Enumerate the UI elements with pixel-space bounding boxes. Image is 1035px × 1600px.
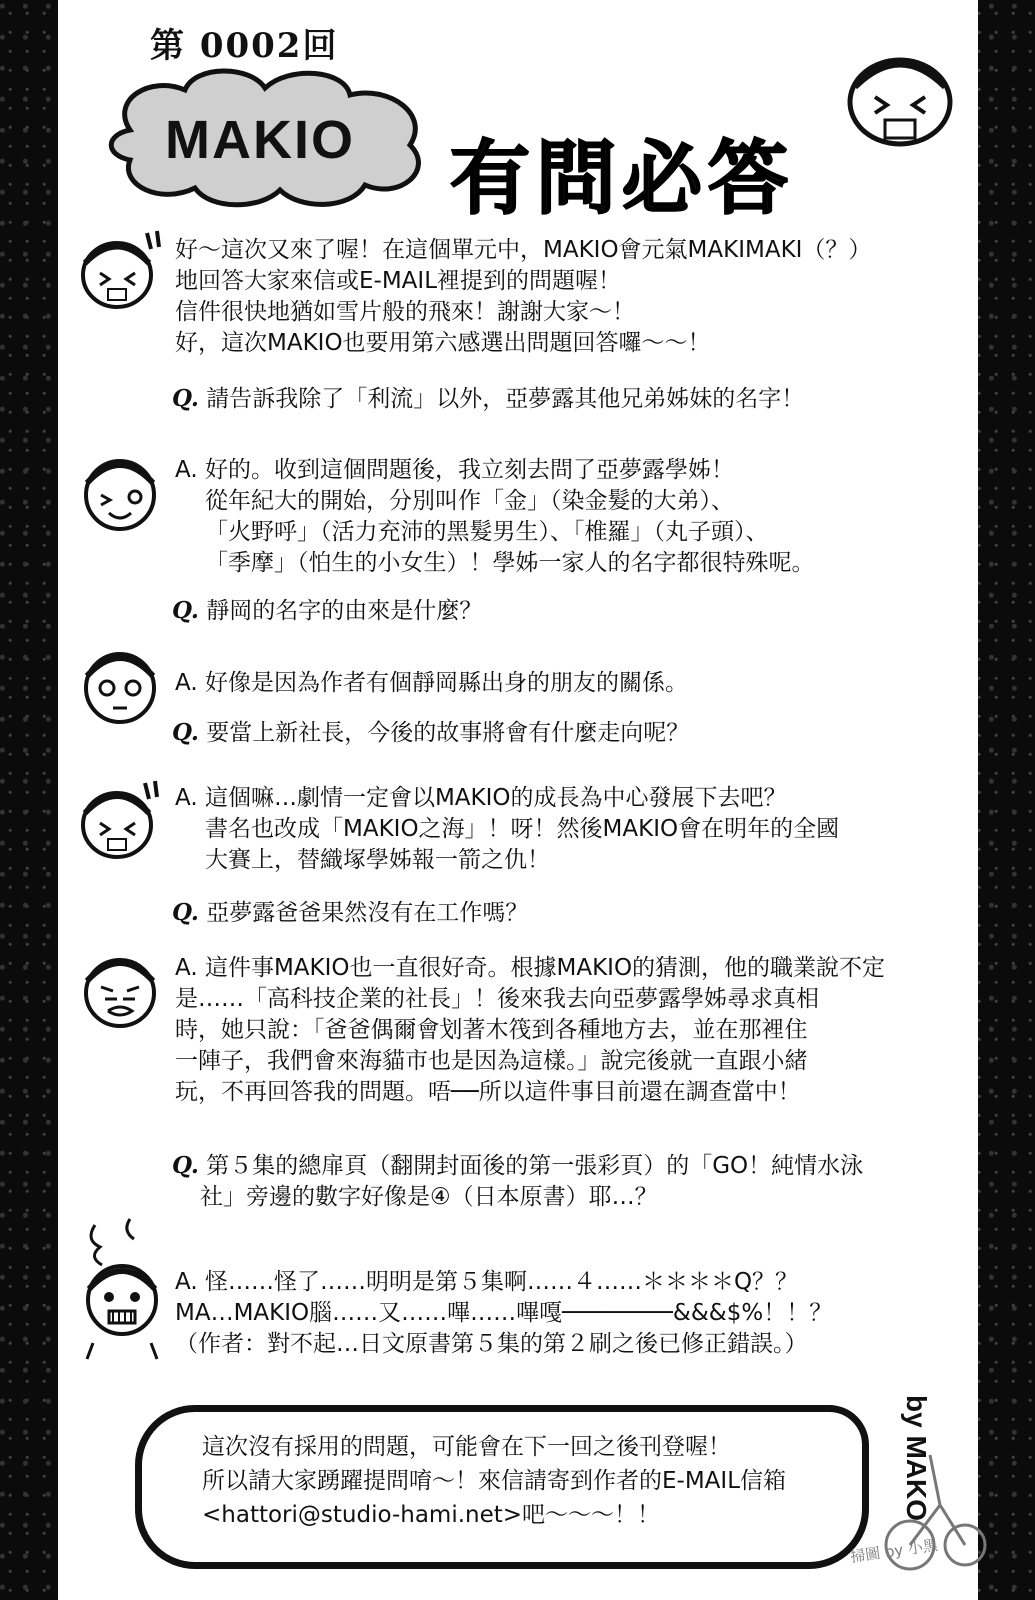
intro-text — [175, 235, 871, 359]
brand-title: MAKIO — [165, 110, 355, 170]
answer-text — [175, 668, 688, 699]
answer-line: 玩，不再回答我的問題。唔──所以這件事目前還在調查當中！ — [175, 1079, 801, 1105]
intro-line: 信件很快地猶如雪片般的飛來！謝謝大家～！ — [175, 299, 635, 325]
question-line: 請告訴我除了「利流」以外，亞夢露其他兄弟姊妹的名字！ — [206, 386, 805, 412]
question-text — [172, 383, 804, 415]
answer-text — [175, 1267, 832, 1360]
question-line: 亞夢露爸爸果然沒有在工作嗎？ — [206, 900, 529, 926]
mascot-excited-icon — [75, 773, 165, 863]
q-mark: Q. — [172, 1152, 199, 1179]
q-mark: Q. — [172, 899, 199, 926]
intro-line: 好～這次又來了喔！在這個單元中，MAKIO會元氣MAKIMAKI（？） — [175, 237, 872, 263]
answer-line: 好像是因為作者有個靜岡縣出身的朋友的關係。 — [204, 670, 688, 696]
header — [70, 14, 970, 225]
question-line: 靜岡的名字的由來是什麼？ — [206, 598, 483, 624]
question-line: 社」旁邊的數字好像是④（日本原書）耶…？ — [200, 1184, 658, 1210]
answer-text — [175, 783, 839, 876]
question-line: 要當上新社長，今後的故事將會有什麼走向呢？ — [206, 720, 690, 746]
answer-line: 書名也改成「MAKIO之海」！呀！然後MAKIO會在明年的全國 — [205, 816, 840, 842]
mascot-top-icon — [830, 42, 970, 152]
answer-line: 是……「高科技企業的社長」！後來我去向亞夢露學姊尋求真相 — [175, 986, 819, 1012]
author-signature: by MAKO — [901, 1395, 932, 1521]
question-text — [172, 595, 482, 627]
mascot-surprised-icon — [75, 640, 165, 730]
answer-line: 怪……怪了……明明是第５集啊……４……＊＊＊＊Q？？ — [204, 1269, 799, 1295]
a-mark: A. — [175, 457, 198, 483]
question-line: 第５集的總扉頁（翻開封面後的第一張彩頁）的「GO！純情水泳 — [206, 1153, 864, 1179]
answer-line: 一陣子，我們會來海貓市也是因為這樣。」說完後就一直跟小緒 — [175, 1048, 808, 1074]
mascot-excited-icon — [75, 225, 165, 315]
scan-watermark: 掃圖 by 小黑 — [849, 1535, 939, 1567]
answer-line: 好的。收到這個問題後，我立刻去問了亞夢露學姊！ — [204, 457, 734, 483]
answer-line: 大賽上，替織塚學姊報一箭之仇！ — [205, 847, 550, 873]
question-text — [172, 717, 689, 749]
answer-line: 「季摩」（怕生的小女生）！學姊一家人的名字都很特殊呢。 — [205, 550, 815, 576]
footer-line: 所以請大家踴躍提問唷～！來信請寄到作者的E-MAIL信箱 — [202, 1468, 787, 1494]
answer-text — [175, 455, 815, 579]
q-mark: Q. — [172, 385, 199, 412]
answer-line: 時，她只說：「爸爸偶爾會划著木筏到各種地方去，並在那裡住 — [175, 1017, 808, 1043]
answer-line: 這個嘛…劇情一定會以MAKIO的成長為中心發展下去吧？ — [204, 785, 787, 811]
a-mark: A. — [175, 955, 198, 981]
mascot-overheating-icon — [75, 1215, 170, 1365]
intro-line: 地回答大家來信或E-MAIL裡提到的問題喔！ — [175, 268, 622, 294]
a-mark: A. — [175, 670, 198, 696]
question-text — [172, 897, 528, 929]
question-text — [172, 1150, 863, 1213]
answer-line: 從年紀大的開始，分別叫作「金」（染金髮的大弟）、 — [205, 488, 734, 514]
answer-line: 這件事MAKIO也一直很好奇。根據MAKIO的猜測，他的職業說不定 — [204, 955, 886, 981]
a-mark: A. — [175, 1269, 198, 1295]
footer-line: 這次沒有採用的問題，可能會在下一回之後刊登喔！ — [202, 1434, 731, 1460]
answer-line: 「火野呼」（活力充沛的黑髮男生）、「椎羅」（丸子頭）、 — [205, 519, 769, 545]
q-mark: Q. — [172, 597, 199, 624]
footer-text — [202, 1430, 786, 1532]
mascot-worried-icon — [75, 943, 165, 1033]
footer-email-line: <hattori@studio-hami.net>吧～～～！！ — [202, 1502, 661, 1528]
q-mark: Q. — [172, 719, 199, 746]
issue-number: 第 0002回 — [150, 26, 339, 66]
intro-line: 好，這次MAKIO也要用第六感選出問題回答囉～～！ — [175, 330, 711, 356]
answer-line: MA…MAKIO腦……又……嗶……嗶嘎────────&&&$%！！？ — [175, 1300, 833, 1326]
mascot-wink-icon — [75, 447, 165, 537]
page-title: 有問必答 — [450, 132, 794, 225]
answer-line: （作者：對不起…日文原書第５集的第２刷之後已修正錯誤。） — [175, 1331, 808, 1357]
a-mark: A. — [175, 785, 198, 811]
footer-notice — [135, 1405, 869, 1569]
answer-text — [175, 953, 885, 1108]
